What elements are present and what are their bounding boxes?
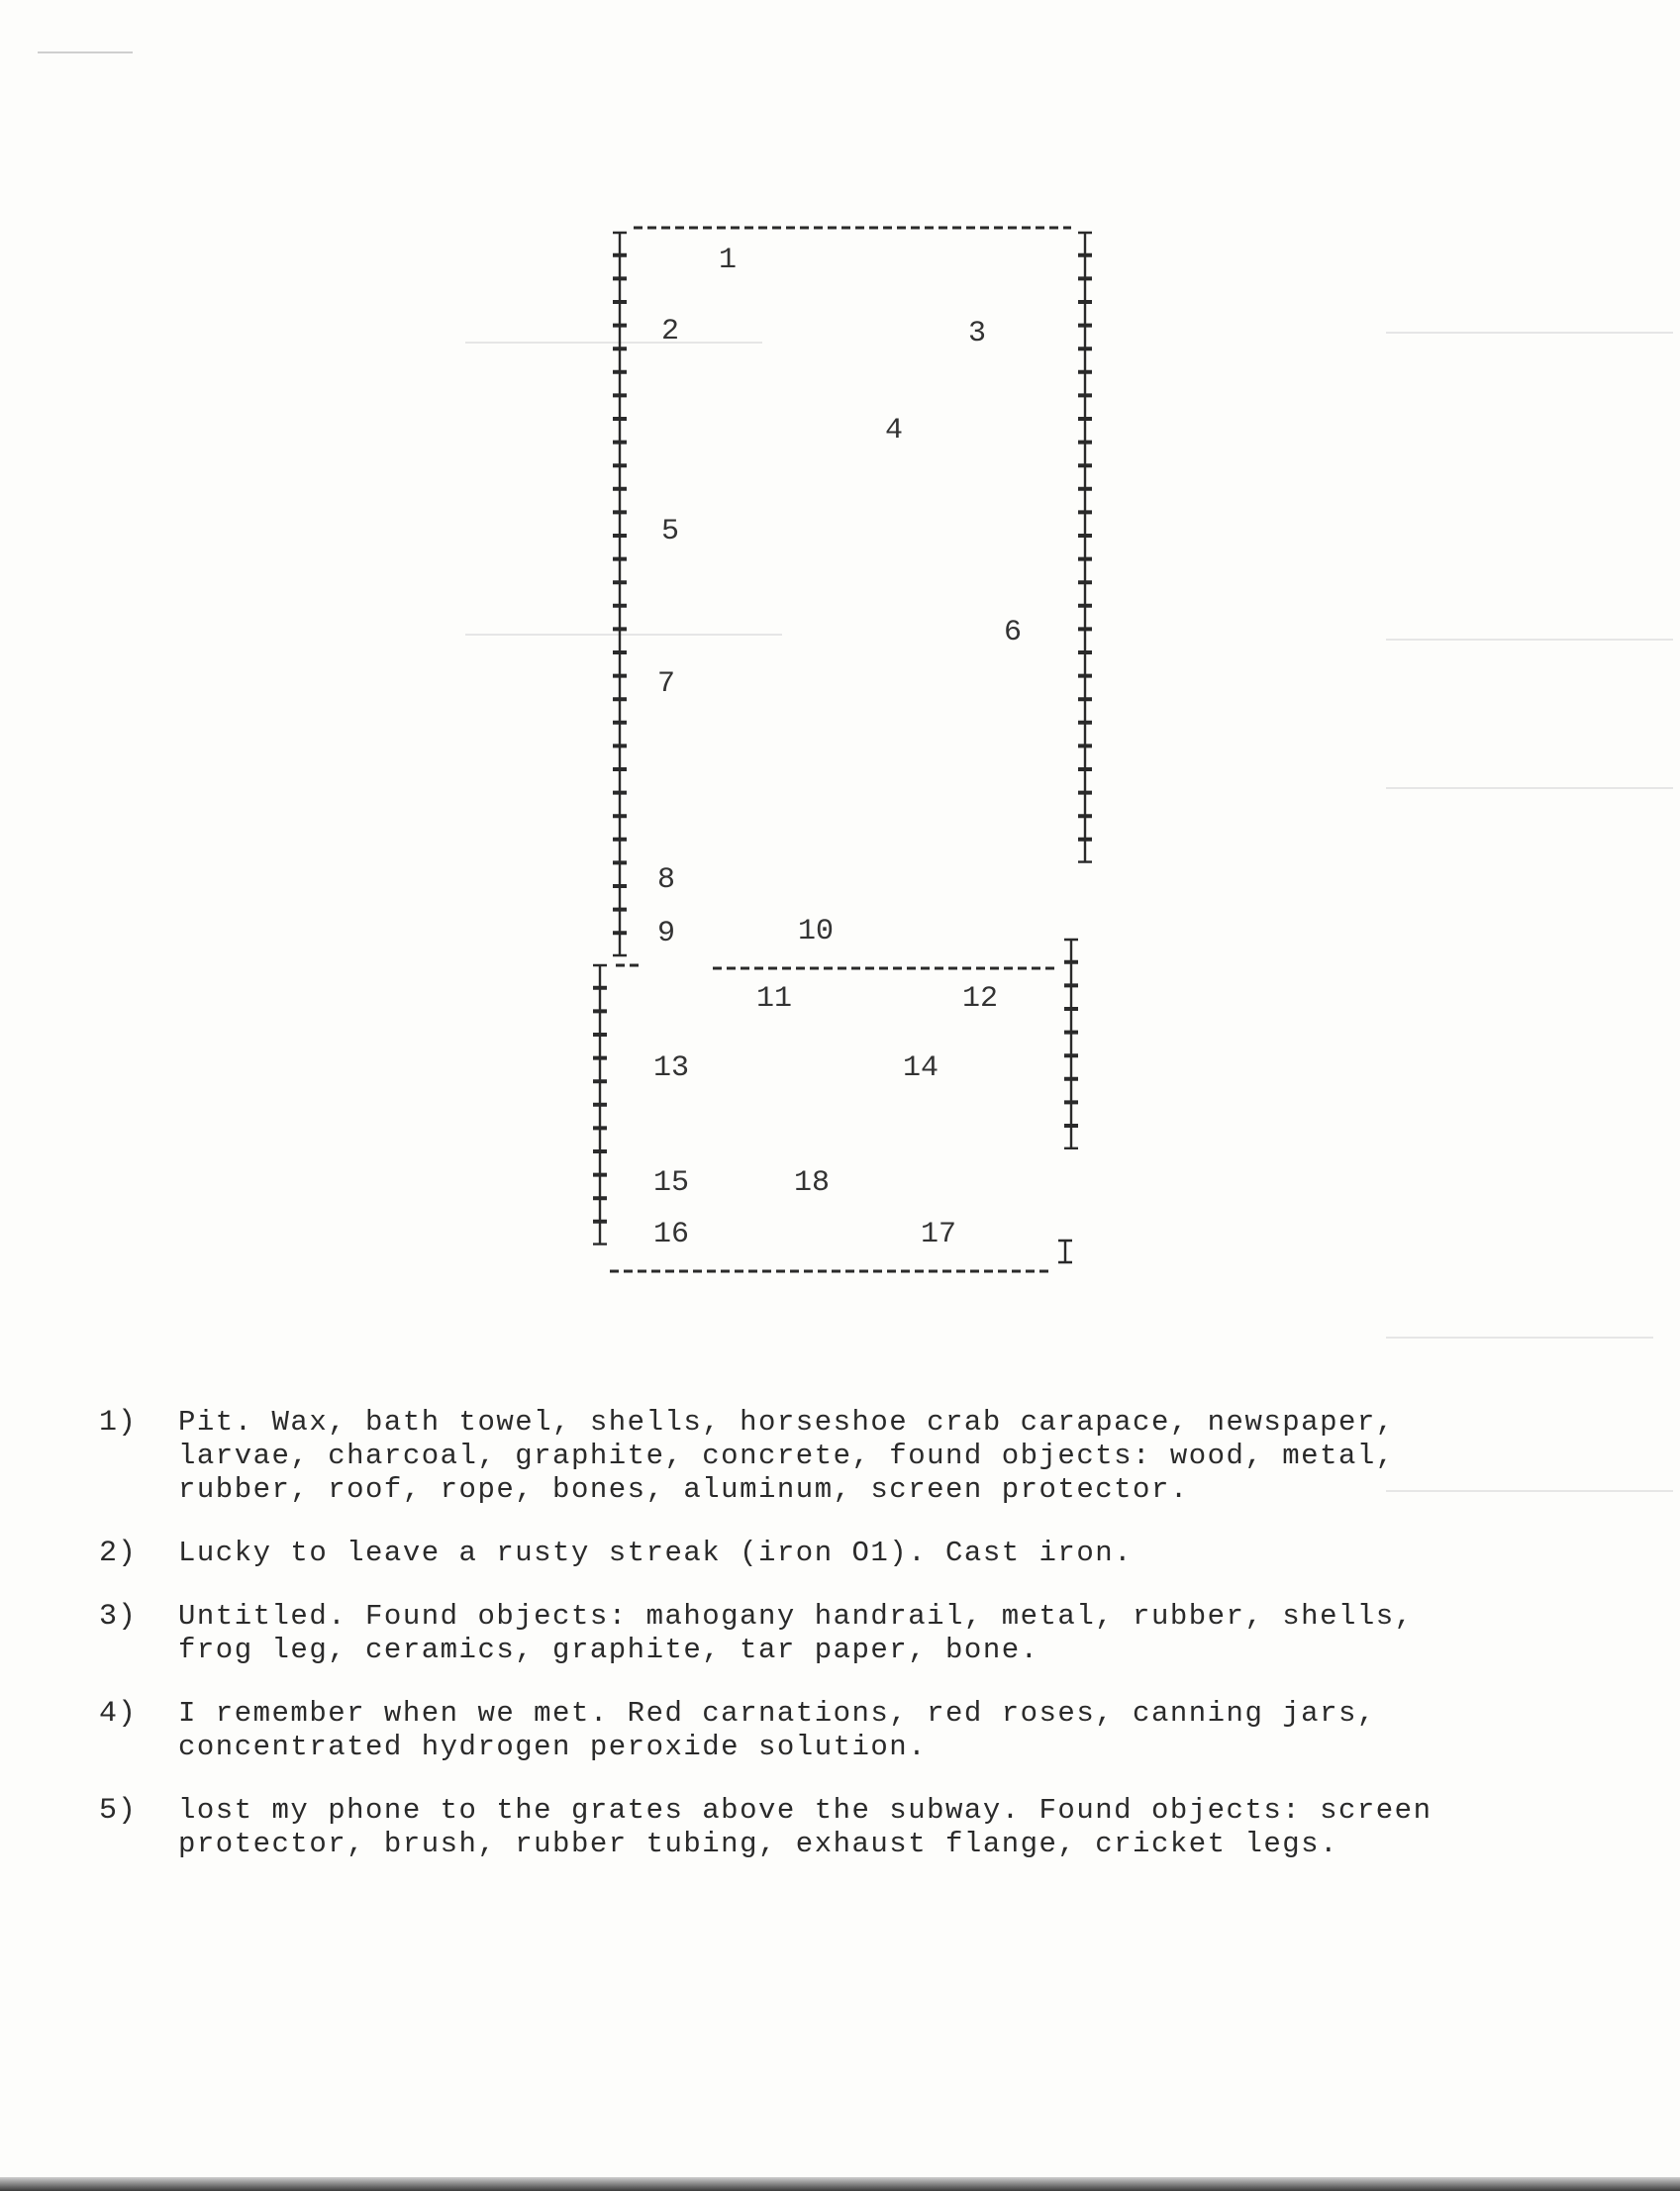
plan-wall-ibeam — [1078, 583, 1092, 605]
note-text: I remember when we met. Red carnations, red roses, canning jars, concentrated hydrogen peroxide solution. — [178, 1697, 1376, 1763]
plan-label: 9 — [657, 917, 676, 950]
plan-wall-ibeam — [1064, 940, 1078, 961]
plan-wall-ibeam — [613, 863, 627, 885]
plan-wall-ibeam — [613, 817, 627, 839]
plan-wall-ibeam — [613, 279, 627, 301]
plan-wall-ibeam — [1078, 793, 1092, 815]
plan-wall-ibeam — [613, 910, 627, 932]
note-text: Untitled. Found objects: mahogany handrail, metal, rubber, shells, frog leg, ceramics, graphite, tar paper, bone. — [178, 1600, 1414, 1666]
plan-wall-ibeam — [1058, 1241, 1072, 1262]
plan-wall-ibeam — [613, 233, 627, 254]
plan-wall-ibeam — [1078, 630, 1092, 651]
plan-wall-ibeam — [1078, 420, 1092, 442]
plan-wall-ibeam — [593, 989, 607, 1011]
plan-wall-ibeam — [1064, 1080, 1078, 1102]
note-number: 2) — [99, 1537, 138, 1570]
plan-label: 18 — [794, 1166, 831, 1200]
plan-wall-ibeam — [613, 303, 627, 325]
note-number: 5) — [99, 1794, 138, 1828]
plan-wall-ibeam — [1064, 1103, 1078, 1125]
plan-wall-ibeam — [613, 607, 627, 629]
plan-wall-ibeam — [613, 676, 627, 698]
plan-wall-ibeam — [593, 1175, 607, 1197]
plan-wall-ibeam — [593, 1082, 607, 1104]
note-number: 1) — [99, 1406, 138, 1440]
show-through-mark — [1386, 1337, 1653, 1339]
plan-wall-ibeam — [1078, 559, 1092, 581]
plan-wall-ibeam — [1078, 256, 1092, 278]
plan-wall-ibeam — [593, 1152, 607, 1174]
page-bottom-edge — [0, 2177, 1680, 2191]
plan-label: 15 — [653, 1166, 690, 1200]
plan-label: 7 — [657, 667, 676, 701]
plan-label: 13 — [653, 1051, 690, 1085]
plan-wall-ibeam — [1064, 963, 1078, 985]
plan-wall-ibeam — [593, 1199, 607, 1221]
plan-wall-ibeam — [1078, 466, 1092, 488]
plan-wall-ibeam — [1064, 1127, 1078, 1148]
plan-label: 4 — [885, 414, 904, 448]
plan-wall-ibeam — [613, 583, 627, 605]
plan-label: 6 — [1004, 616, 1023, 649]
plan-wall-ibeam — [1078, 653, 1092, 675]
list-item — [99, 1794, 1564, 1861]
plan-label: 17 — [921, 1218, 957, 1251]
plan-wall-ibeam — [1064, 1056, 1078, 1078]
plan-label: 12 — [962, 982, 999, 1016]
notes-list — [99, 1406, 1564, 1891]
list-item — [99, 1406, 1564, 1507]
plan-label: 5 — [661, 515, 680, 548]
plan-wall-ibeam — [1078, 349, 1092, 371]
plan-wall-ibeam — [613, 373, 627, 395]
list-item — [99, 1600, 1564, 1667]
plan-wall-ibeam — [593, 965, 607, 987]
plan-wall-ibeam — [613, 887, 627, 909]
plan-wall-ibeam — [593, 1129, 607, 1150]
plan-wall-ibeam — [613, 724, 627, 746]
plan-wall-ibeam — [1078, 747, 1092, 768]
plan-label: 8 — [657, 863, 676, 897]
plan-wall-ibeam — [613, 841, 627, 862]
plan-wall-ibeam — [613, 466, 627, 488]
plan-wall-ibeam — [613, 420, 627, 442]
plan-wall-ibeam — [1078, 303, 1092, 325]
plan-wall-ibeam — [1064, 986, 1078, 1008]
plan-wall-ibeam — [1078, 770, 1092, 792]
note-text: lost my phone to the grates above the subway. Found objects: screen protector, brush, rubber tubing, exhaust flange, cricket legs. — [178, 1794, 1433, 1860]
plan-wall-ibeam — [613, 396, 627, 418]
plan-wall-ibeam — [1078, 700, 1092, 722]
plan-wall-ibeam — [613, 793, 627, 815]
note-number: 3) — [99, 1600, 138, 1634]
plan-wall-ibeam — [593, 1106, 607, 1128]
plan-wall-ibeam — [613, 513, 627, 535]
plan-wall-ibeam — [1078, 513, 1092, 535]
plan-label: 14 — [903, 1051, 939, 1085]
list-item — [99, 1697, 1564, 1764]
plan-label: 16 — [653, 1218, 690, 1251]
plan-wall-ibeam — [1078, 676, 1092, 698]
plan-label: 2 — [661, 315, 680, 349]
plan-wall-ibeam — [1078, 841, 1092, 862]
plan-wall-ibeam — [1078, 279, 1092, 301]
plan-wall-ibeam — [1078, 373, 1092, 395]
plan-wall-ibeam — [1078, 537, 1092, 558]
plan-wall-ibeam — [593, 1058, 607, 1080]
plan-wall-ibeam — [613, 559, 627, 581]
plan-wall-ibeam — [613, 747, 627, 768]
plan-wall-ibeam — [593, 1036, 607, 1057]
plan-wall-ibeam — [1078, 490, 1092, 512]
note-text: Pit. Wax, bath towel, shells, horseshoe crab carapace, newspaper, larvae, charcoal, graphite, concrete, found objects: wood, metal, rubber, roof, rope, bones, aluminum, screen protector. — [178, 1406, 1395, 1506]
plan-wall-ibeam — [613, 490, 627, 512]
plan-wall-ibeam — [613, 653, 627, 675]
plan-wall-ibeam — [613, 934, 627, 955]
note-text: Lucky to leave a rusty streak (iron O1). Cast iron. — [178, 1537, 1134, 1569]
plan-wall-ibeam — [1064, 1033, 1078, 1054]
plan-label: 3 — [968, 317, 987, 350]
plan-wall-ibeam — [613, 770, 627, 792]
plan-wall-ibeam — [613, 256, 627, 278]
plan-label: 1 — [719, 244, 738, 277]
plan-wall-ibeam — [1078, 233, 1092, 254]
plan-wall-ibeam — [1078, 724, 1092, 746]
plan-wall-ibeam — [1078, 326, 1092, 348]
plan-wall-ibeam — [613, 700, 627, 722]
plan-wall-ibeam — [613, 326, 627, 348]
plan-wall-ibeam — [613, 630, 627, 651]
plan-wall-ibeam — [1078, 443, 1092, 464]
list-item — [99, 1537, 1564, 1570]
plan-wall-ibeam — [1078, 817, 1092, 839]
plan-label: 11 — [756, 982, 793, 1016]
plan-wall-ibeam — [613, 443, 627, 464]
plan-wall-ibeam — [1064, 1010, 1078, 1032]
plan-wall-ibeam — [593, 1012, 607, 1034]
plan-wall-ibeam — [613, 537, 627, 558]
plan-label: 10 — [798, 915, 835, 948]
plan-wall-ibeam — [1078, 607, 1092, 629]
plan-wall-ibeam — [593, 1223, 607, 1245]
plan-wall-ibeam — [1078, 396, 1092, 418]
plan-wall-ibeam — [613, 349, 627, 371]
note-number: 4) — [99, 1697, 138, 1731]
